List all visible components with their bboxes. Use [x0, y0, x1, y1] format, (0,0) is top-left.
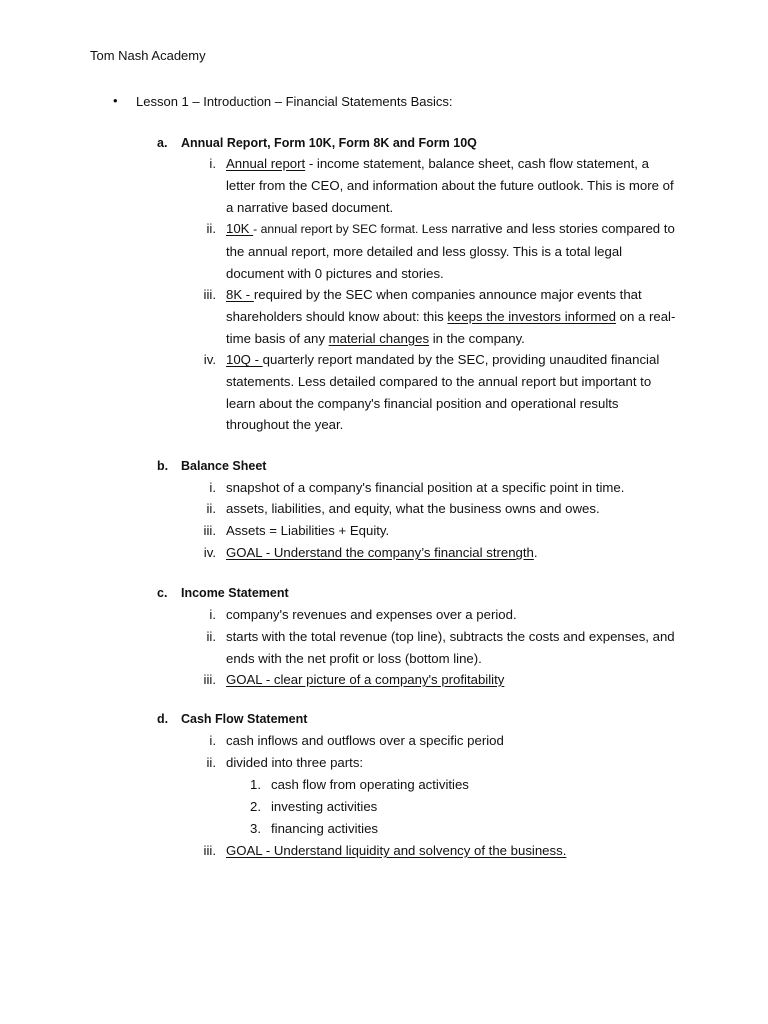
subitem-number: 3. — [250, 821, 261, 836]
section-letter: b. — [157, 459, 169, 473]
item-number: iii. — [203, 843, 216, 858]
section-letter: c. — [157, 586, 168, 600]
list-item — [226, 349, 681, 436]
term-10k: 10K — [226, 221, 254, 236]
list-item: assets, liabilities, and equity, what the business owns and owes. — [226, 501, 600, 516]
list-item — [226, 218, 681, 284]
list-item: company's revenues and expenses over a period. — [226, 607, 517, 622]
bullet-marker: • — [113, 93, 118, 108]
section-title: Cash Flow Statement — [181, 712, 308, 726]
item-text: in the company. — [429, 330, 525, 346]
item-number: i. — [209, 733, 216, 748]
item-number: ii. — [206, 629, 216, 644]
list-item — [226, 542, 681, 564]
item-text: quarterly report mandated by the SEC, providing unaudited financial statements. Less detailed compared to the annual report but important to learn about the company's financial position and operational results throughout the year. — [226, 352, 660, 433]
list-item: cash inflows and outflows over a specific period — [226, 733, 504, 748]
sub-list-item: investing activities — [271, 799, 378, 814]
list-item — [226, 840, 681, 862]
section-title: Annual Report, Form 10K, Form 8K and Form 10Q — [181, 136, 477, 150]
section-letter: d. — [157, 712, 169, 726]
list-item: divided into three parts: — [226, 755, 364, 770]
item-text-small: - annual report by SEC format. Less — [253, 222, 448, 236]
goal-text: GOAL - clear picture of a company's profitability — [226, 672, 505, 687]
item-text: on a real-time basis of any — [226, 308, 676, 346]
item-text: required by the SEC when companies announce major events that shareholders should know about: this — [226, 287, 642, 324]
item-number: i. — [209, 480, 216, 495]
item-number: ii. — [206, 755, 216, 770]
goal-text: GOAL - Understand the company’s financial strength — [226, 545, 534, 560]
goal-text: GOAL - Understand liquidity and solvency of the business. — [226, 843, 567, 858]
item-number: iii. — [203, 287, 216, 302]
list-item — [226, 284, 681, 349]
list-item: snapshot of a company's financial position at a specific point in time. — [226, 480, 625, 495]
term-8k: 8K - — [226, 287, 254, 302]
list-item: Assets = Liabilities + Equity. — [226, 523, 390, 538]
item-text: . — [533, 545, 538, 560]
item-number: ii. — [206, 501, 216, 516]
term-annual-report: Annual report — [226, 156, 306, 171]
item-number: iii. — [203, 523, 216, 538]
section-title: Balance Sheet — [181, 459, 267, 473]
item-number: iii. — [203, 672, 216, 687]
lesson-title: Lesson 1 – Introduction – Financial Statements Basics: — [136, 94, 453, 109]
sub-list-item: cash flow from operating activities — [271, 777, 469, 792]
list-item — [226, 669, 681, 691]
item-number: iv. — [203, 545, 216, 560]
list-item — [226, 153, 681, 218]
underlined-phrase: material changes — [328, 330, 430, 346]
underlined-phrase: keeps the investors informed — [447, 308, 616, 324]
item-number: ii. — [206, 221, 216, 236]
subitem-number: 1. — [250, 777, 261, 792]
list-item: starts with the total revenue (top line), subtracts the costs and expenses, and ends with the net profit or loss (bottom line). — [226, 629, 675, 666]
item-number: i. — [209, 156, 216, 171]
item-text: narrative and less stories compared to the annual report, more detailed and less glossy. This is a total legal document with 0 pictures and stories. — [226, 221, 675, 281]
term-10q: 10Q - — [226, 352, 263, 367]
item-number: i. — [209, 607, 216, 622]
item-text: - income statement, balance sheet, cash flow statement, a letter from the CEO, and information about the future outlook. This is more of a narrative based document. — [226, 156, 674, 215]
section-letter: a. — [157, 136, 168, 150]
subitem-number: 2. — [250, 799, 261, 814]
section-title: Income Statement — [181, 586, 289, 600]
item-number: iv. — [203, 352, 216, 367]
sub-list-item: financing activities — [271, 821, 379, 836]
document-header: Tom Nash Academy — [90, 48, 206, 63]
